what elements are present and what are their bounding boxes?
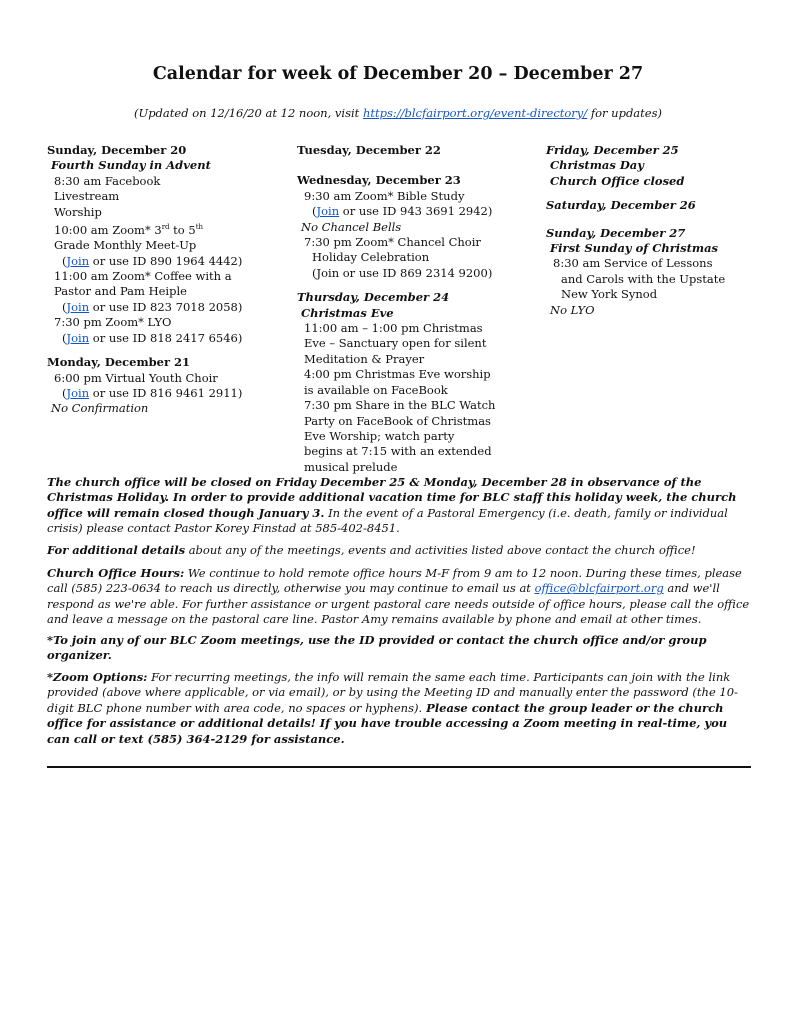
event-line: is available on FaceBook (304, 382, 448, 397)
zoom-id-line: (Join or use ID 890 1964 4442) (62, 253, 243, 268)
join-link[interactable]: Join (316, 204, 340, 219)
event-bible-study (297, 189, 532, 220)
day-subtitle-christmas-eve: Christmas Eve (301, 305, 394, 320)
zoom-id-line: (Join or use ID 823 7018 2058) (62, 299, 243, 314)
join-link[interactable]: Join (66, 385, 90, 400)
spacer (546, 214, 761, 226)
day-heading-friday-dec-25: Friday, December 25 (546, 143, 679, 157)
page-title: Calendar for week of December 20 – December 27 (152, 64, 644, 84)
zoom-id: or use ID 816 9461 2911) (89, 385, 243, 400)
event-line: 11:00 am – 1:00 pm Christmas (304, 321, 483, 336)
office-closed-bold: The church office will be closed on Friday December 25 & Monday, December 28 in observance of the Christmas Holiday. In order to provide additional vacation time for BLC staff this holiday week, the church office will remain closed though January 3. (47, 475, 737, 520)
calendar-column-1 (47, 143, 282, 417)
day-subtitle-christmas-day: Christmas Day (550, 158, 644, 173)
zoom-id-line: (Join or use ID 869 2314 9200) (312, 265, 493, 280)
event-text: 10:00 am Zoom* 3 (54, 222, 162, 237)
event-lyo (47, 315, 282, 346)
event-line: 11:00 am Zoom* Coffee with a (54, 269, 232, 284)
event-line: 7:30 pm Zoom* LYO (54, 315, 172, 330)
zoom-options-bold: *Zoom Options: (47, 670, 148, 684)
join-link[interactable]: Join (66, 299, 90, 314)
event-line: Party on FaceBook of Christmas (304, 413, 491, 428)
event-watch-party (297, 398, 532, 475)
event-line: Livestream (54, 189, 120, 204)
event-line: 4:00 pm Christmas Eve worship (304, 367, 491, 382)
day-heading-sunday-dec-27: Sunday, December 27 (546, 225, 686, 240)
event-line: Pastor and Pam Heiple (54, 284, 187, 299)
event-line: New York Synod (561, 287, 658, 302)
day-heading-monday-dec-21: Monday, December 21 (47, 355, 191, 370)
event-line: Eve Worship; watch party (304, 428, 455, 443)
zoom-id: or use ID 943 3691 2942) (339, 204, 493, 219)
zoom-join-notice (47, 633, 752, 664)
note-no-chancel-bells: No Chancel Bells (301, 219, 402, 234)
join-link[interactable]: Join (66, 253, 90, 268)
superscript: th (195, 223, 204, 232)
event-line: 8:30 am Service of Lessons (553, 256, 713, 271)
superscript: rd (161, 223, 170, 232)
day-heading-saturday-dec-26: Saturday, December 26 (546, 198, 696, 213)
event-line: 9:30 am Zoom* Bible Study (304, 188, 465, 203)
spacer (297, 281, 532, 290)
zoom-options-text: For recurring meetings, the info will remain the same each time. Participants can join with the link provided (above where applicable, or via email), or by using the Meeting ID and manually enter the password (the 10-digit BLC phone number with area code, no spaces or hyphens). (47, 670, 738, 715)
event-coffee-pastor (47, 269, 282, 315)
calendar-column-2 (297, 143, 532, 475)
event-text: to 5 (169, 222, 196, 237)
spacer (297, 158, 532, 173)
day-heading-wednesday-dec-23: Wednesday, December 23 (297, 173, 461, 188)
office-hours-text: We continue to hold remote office hours M-F from 9 am to 12 noon. During these times, please call (585) 223-0634 to reach us directly, otherwise you may continue to email us at (47, 566, 742, 596)
event-line: Worship (54, 204, 102, 219)
subtitle-suffix: for updates) (587, 106, 662, 120)
office-hours-notice (47, 566, 752, 628)
zoom-id: or use ID 890 1964 4442) (89, 253, 243, 268)
calendar-column-3 (546, 143, 761, 318)
event-line: 7:30 pm Zoom* Chancel Choir (304, 235, 481, 250)
zoom-id-line: (Join or use ID 818 2417 6546) (62, 330, 243, 345)
additional-details-notice (47, 543, 752, 558)
event-line: 6:00 pm Virtual Youth Choir (54, 370, 218, 385)
pastoral-emergency-text: In the event of a Pastoral Emergency (i.e. death, family or individual crisis) please contact Pastor Korey Finstad at 585-402-8451. (47, 505, 728, 536)
spacer (47, 346, 282, 355)
day-heading-tuesday-dec-22: Tuesday, December 22 (297, 143, 441, 157)
day-subtitle-office-closed: Church Office closed (550, 173, 685, 188)
event-facebook-livestream (47, 174, 282, 220)
event-christmas-eve-worship (297, 367, 532, 398)
event-lessons-carols (546, 256, 761, 302)
subtitle (0, 106, 796, 120)
day-heading-sunday-dec-20: Sunday, December 20 (47, 143, 187, 157)
event-sanctuary-open (297, 321, 532, 367)
event-line: Holiday Celebration (312, 250, 430, 265)
zoom-options-contact: Please contact the group leader or the church office for assistance or additional details! If you have trouble accessing a Zoom meeting in real-time, you can call or text (585) 364-2129 for assistance. (47, 700, 728, 746)
spacer (546, 189, 761, 198)
zoom-join-text: *To join any of our BLC Zoom meetings, use the ID provided or contact the church office and/or group organizer. (47, 633, 707, 663)
event-chancel-choir (297, 235, 532, 281)
event-line: 7:30 pm Share in the BLC Watch (304, 398, 496, 413)
join-link[interactable]: Join (66, 330, 90, 345)
event-line: and Carols with the Upstate (561, 271, 726, 286)
event-line: musical prelude (304, 459, 398, 474)
office-email-link[interactable]: office@blcfairport.org (534, 581, 664, 596)
horizontal-rule (47, 766, 751, 768)
zoom-id-line: (Join or use ID 816 9461 2911) (62, 385, 243, 400)
office-hours-text-2: and we'll respond as we're able. For further assistance or urgent pastoral care needs outside of office hours, please call the office and leave a message on the pastoral care line. Pastor Amy remains available by phone and email at other times. (47, 581, 750, 627)
subtitle-prefix: (Updated on 12/16/20 at 12 noon, visit (134, 106, 363, 120)
office-closed-notice (47, 475, 752, 537)
additional-details-bold: For additional details (47, 543, 186, 557)
event-line: Eve – Sanctuary open for silent (304, 336, 487, 351)
event-line: Meditation & Prayer (304, 351, 425, 366)
zoom-id-line: (Join or use ID 943 3691 2942) (312, 204, 493, 219)
event-line: Grade Monthly Meet-Up (54, 238, 197, 253)
note-no-lyo: No LYO (550, 302, 595, 317)
office-hours-bold: Church Office Hours: (47, 566, 185, 580)
event-grade-meetup (47, 220, 282, 269)
zoom-id: or use ID 818 2417 6546) (89, 330, 243, 345)
event-youth-choir (47, 371, 282, 402)
zoom-id: or use ID 823 7018 2058) (89, 299, 243, 314)
event-directory-link[interactable]: https://blcfairport.org/event-directory/ (362, 106, 588, 120)
event-line: 8:30 am Facebook (54, 173, 161, 188)
note-no-confirmation: No Confirmation (51, 401, 149, 416)
zoom-options-notice (47, 670, 752, 747)
event-line: begins at 7:15 with an extended (304, 444, 492, 459)
day-subtitle-first-sunday-christmas: First Sunday of Christmas (550, 241, 719, 256)
additional-details-text: about any of the meetings, events and activities listed above contact the church office! (185, 543, 696, 557)
event-line (54, 220, 282, 238)
day-subtitle-advent: Fourth Sunday in Advent (51, 158, 211, 173)
day-heading-thursday-dec-24: Thursday, December 24 (297, 290, 450, 305)
